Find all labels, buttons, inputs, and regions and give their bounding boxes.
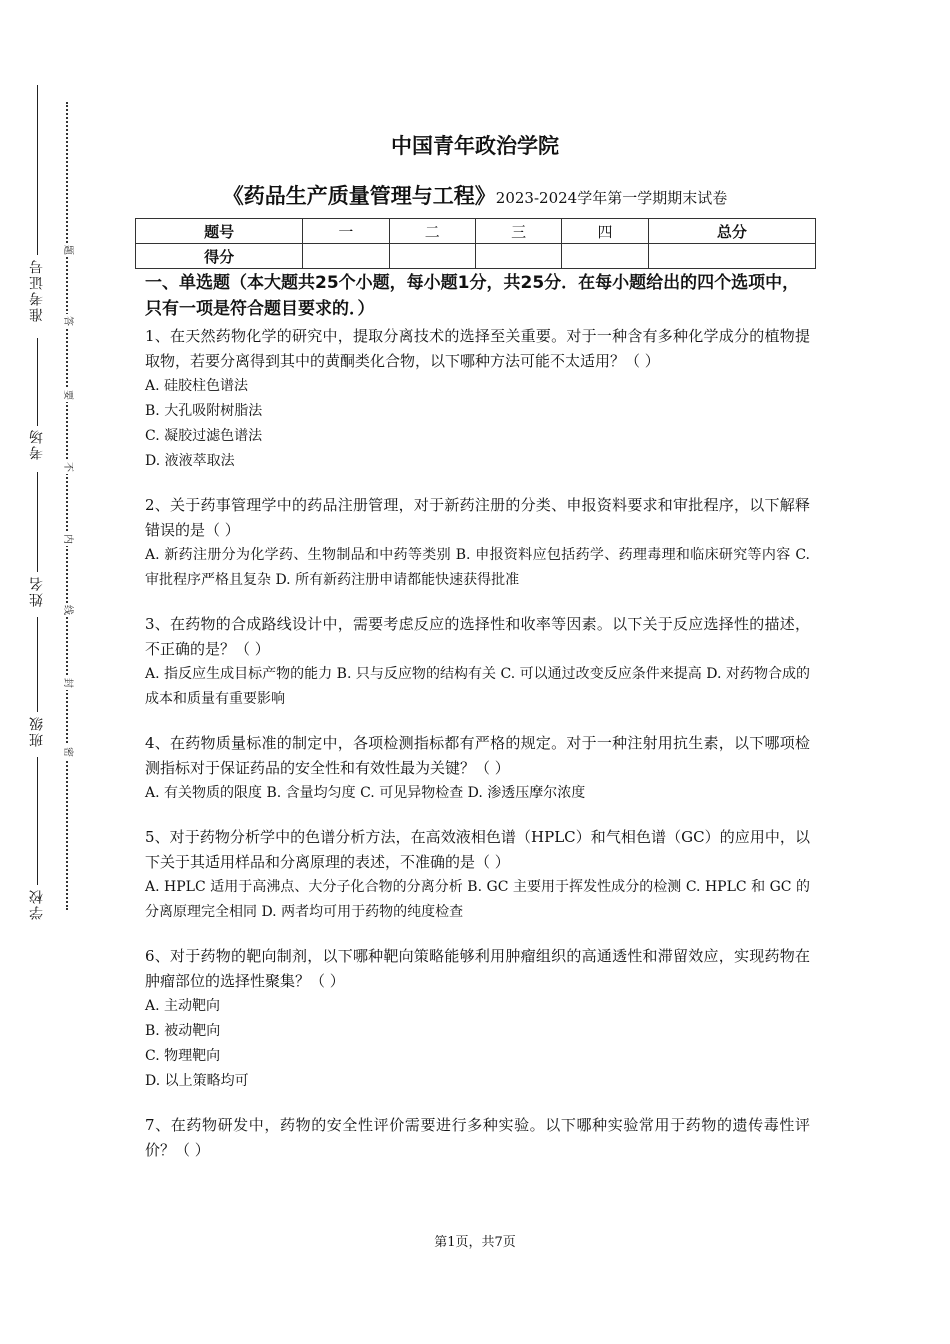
option: C. 凝胶过滤色谱法: [145, 428, 263, 444]
score-table-cell: 题号: [136, 219, 303, 244]
options-inline: A. 有关物质的限度 B. 含量均匀度 C. 可见异物检查 D. 渗透压摩尔浓度: [145, 785, 586, 801]
question-stem: 5、对于药物分析学中的色谱分析方法，在高效液相色谱（HPLC）和气相色谱（GC）的应用中，以下关于其适用样品和分离原理的表述，不准确的是（ ）: [145, 828, 810, 871]
question-stem: 2、关于药事管理学中的药品注册管理，对于新药注册的分类、申报资料要求和审批程序，以下解释错误的是（ ）: [145, 496, 810, 539]
class-label: 班级: [29, 715, 45, 747]
options-inline: A. 指反应生成目标产物的能力 B. 只与反应物的结构有关 C. 可以通过改变反应条件来提高 D. 对药物合成的成本和质量有重要影响: [145, 666, 810, 707]
score-table-cell: 三: [475, 219, 561, 244]
score-table: [135, 218, 816, 269]
question-3: [145, 612, 810, 712]
seal-char: 题: [62, 245, 73, 255]
seal-char: 内: [62, 534, 73, 544]
seal-char: 密: [62, 747, 73, 757]
option: B. 被动靶向: [145, 1023, 221, 1039]
seal-char: 封: [62, 678, 73, 688]
exam-number-label: 准考证号: [29, 258, 45, 322]
class-line: [37, 617, 38, 712]
section-heading: 一、单选题（本大题共25个小题，每小题1分，共25分．在每小题给出的四个选项中，只有一项是符合题目要求的．）: [145, 273, 800, 319]
seal-char: 线: [62, 605, 73, 615]
question-stem: 4、在药物质量标准的制定中，各项检测指标都有严格的规定。对于一种注射用抗生素，以下哪项检测指标对于保证药品的安全性和有效性最为关键？（ ）: [145, 734, 810, 777]
seal-dotted-line: [66, 102, 68, 910]
score-table-cell: 一: [303, 219, 389, 244]
question-4: [145, 731, 810, 806]
question-2: [145, 493, 810, 593]
seal-char: 答: [62, 316, 73, 326]
option: C. 物理靶向: [145, 1048, 221, 1064]
score-entry-cell: [389, 244, 475, 269]
question-stem: 6、对于药物的靶向制剂，以下哪种靶向策略能够利用肿瘤组织的高通透性和滞留效应，实现药物在肿瘤部位的选择性聚集？（ ）: [145, 947, 810, 990]
exam-room-line: [37, 338, 38, 426]
score-table-cell: 总分: [648, 219, 815, 244]
school-label: 学校: [29, 888, 45, 920]
question-6: [145, 944, 810, 1094]
score-table-score-row: [136, 244, 816, 269]
score-entry-cell: [475, 244, 561, 269]
option: A. 主动靶向: [145, 998, 221, 1014]
exam-number-line: [37, 85, 38, 255]
question-7: [145, 1113, 810, 1163]
question-stem: 1、在天然药物化学的研究中，提取分离技术的选择至关重要。对于一种含有多种化学成分的植物提取物，若要分离得到其中的黄酮类化合物，以下哪种方法可能不太适用？（ ）: [145, 327, 810, 370]
option: D. 液液萃取法: [145, 453, 235, 469]
score-row-label: 得分: [136, 244, 303, 269]
exam-title: [0, 180, 950, 210]
school-line: [37, 757, 38, 885]
question-5: [145, 825, 810, 925]
option: A. 硅胶柱色谱法: [145, 378, 249, 394]
score-entry-cell: [648, 244, 815, 269]
score-entry-cell: [562, 244, 648, 269]
options-inline: A. 新药注册分为化学药、生物制品和中药等类别 B. 申报资料应包括药学、药理毒理和临床研究等内容 C. 审批程序严格且复杂 D. 所有新药注册申请都能快速获得批准: [145, 547, 810, 588]
question-stem: 3、在药物的合成路线设计中，需要考虑反应的选择性和收率等因素。以下关于反应选择性的描述，不正确的是？（ ）: [145, 615, 810, 658]
question-1: [145, 324, 810, 474]
exam-room-label: 考场: [29, 428, 45, 460]
seal-char: 要: [62, 390, 73, 400]
name-line: [37, 472, 38, 572]
seal-char: 不: [62, 462, 73, 472]
page-footer: 第1页，共7页: [434, 1235, 516, 1250]
name-label: 姓名: [29, 575, 45, 607]
options-inline: A. HPLC 适用于高沸点、大分子化合物的分离分析 B. GC 主要用于挥发性成分的检测 C. HPLC 和 GC 的分离原理完全相同 D. 两者均可用于药物的纯度检查: [145, 879, 810, 920]
option: B. 大孔吸附树脂法: [145, 403, 263, 419]
school-name: 中国青年政治学院: [391, 134, 559, 158]
score-table-cell: 四: [562, 219, 648, 244]
exam-term: 2023-2024学年第一学期期末试卷: [495, 189, 728, 207]
option: D. 以上策略均可: [145, 1073, 249, 1089]
score-table-header-row: [136, 219, 816, 244]
question-stem: 7、在药物研发中，药物的安全性评价需要进行多种实验。以下哪种实验常用于药物的遗传毒性评价？（ ）: [145, 1116, 810, 1159]
course-title: 《药品生产质量管理与工程》: [222, 184, 496, 208]
exam-content: [145, 270, 810, 1163]
score-table-cell: 二: [389, 219, 475, 244]
score-entry-cell: [303, 244, 389, 269]
